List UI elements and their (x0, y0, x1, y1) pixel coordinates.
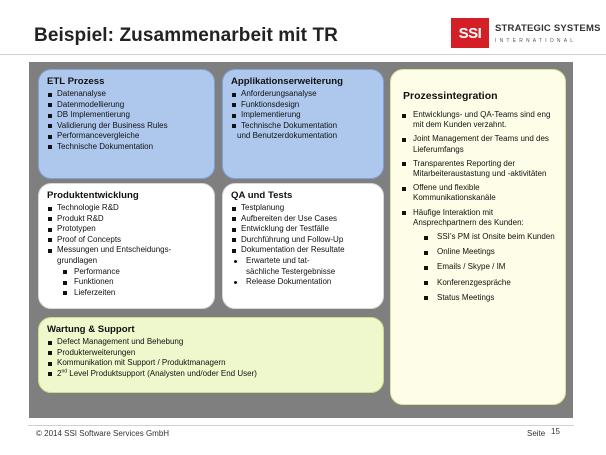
pi-list (399, 110, 557, 303)
list-item: Häufige Interaktion mit Ansprechpartnern des Kunden: (399, 208, 557, 228)
footer-divider (28, 425, 574, 426)
list-item: Produkt R&D (47, 214, 206, 225)
box-produktentwicklung (38, 183, 215, 309)
wartung-list (47, 337, 375, 379)
list-subitem: Erwartete und tat- (231, 256, 375, 267)
box-title: Wartung & Support (47, 324, 135, 335)
list-item: Entwicklungs- und QA-Teams sind eng mit dem Kunden verzahnt. (399, 110, 557, 130)
list-item: Messungen und Entscheidungs- (47, 245, 206, 256)
box-title: Produktentwicklung (47, 190, 139, 201)
list-item: Datenanalyse (47, 89, 206, 100)
page-number: 15 (551, 427, 560, 436)
list-item: Dokumentation der Resultate (231, 245, 375, 256)
list-item: Durchführung und Follow-Up (231, 235, 375, 246)
list-subitem: Status Meetings (399, 293, 557, 303)
company-logo (451, 16, 601, 50)
box-applikationserweiterung (222, 69, 384, 179)
list-item: DB Implementierung (47, 110, 206, 121)
list-item: Datenmodellierung (47, 100, 206, 111)
box-title: QA und Tests (231, 190, 293, 201)
list-subitem: Online Meetings (399, 247, 557, 257)
logo-main-text: STRATEGIC SYSTEMS (495, 23, 601, 34)
list-item (47, 369, 375, 380)
list-item: Transparentes Reporting der Mitarbeiteraustastung und -aktivitäten (399, 159, 557, 179)
logo-sub-text: INTERNATIONAL (495, 38, 577, 44)
list-item: Joint Management der Teams und des Lieferumfangs (399, 134, 557, 154)
list-item-continuation: grundlagen (57, 255, 98, 265)
box-title: ETL Prozess (47, 76, 105, 87)
slide-title: Beispiel: Zusammenarbeit mit TR (34, 25, 339, 46)
content-panel (29, 62, 573, 418)
logo-mark: SSI (451, 18, 489, 48)
list-item: Offene und flexible Kommunikationskanäle (399, 183, 557, 203)
box-title: Applikationserweiterung (231, 76, 343, 87)
list-subitem: Emails / Skype / IM (399, 262, 557, 272)
list-item: Defect Management und Behebung (47, 337, 375, 348)
box-prozessintegration (390, 69, 566, 405)
footer-copyright: © 2014 SSI Software Services GmbH (36, 429, 170, 438)
list-item: Aufbereiten der Use Cases (231, 214, 375, 225)
list-subitem: Performance (47, 267, 206, 278)
list-item: Technologie R&D (47, 203, 206, 214)
list-item: Entwicklung der Testfälle (231, 224, 375, 235)
list-item: Technische Dokumentation (47, 142, 206, 153)
list-item: Produkterweiterungen (47, 348, 375, 359)
list-item-text: Level Produktsupport (Analysten und/oder End User) (67, 368, 257, 378)
footer-page-label: Seite (527, 429, 546, 438)
ordinal-suffix: nd (61, 368, 68, 375)
etl-list (47, 89, 206, 153)
qa-list (231, 203, 375, 288)
list-subitem: Konferenzgespräche (399, 278, 557, 288)
list-item: Anforderungsanalyse (231, 89, 375, 100)
box-etl-prozess (38, 69, 215, 179)
list-item-continuation: und Benutzerdokumentation (237, 131, 338, 141)
list-item: Technische Dokumentation (231, 121, 375, 132)
list-subitem: SSI’s PM ist Onsite beim Kunden (399, 232, 557, 242)
ordinal-number: 2 (57, 368, 62, 378)
list-item: Proof of Concepts (47, 235, 206, 246)
list-item: Testplanung (231, 203, 375, 214)
list-subitem-continuation: sächliche Testergebnisse (246, 266, 336, 276)
list-item: Performancevergleiche (47, 131, 206, 142)
box-qa-und-tests (222, 183, 384, 309)
list-subitem: Funktionen (47, 277, 206, 288)
box-wartung-support (38, 317, 384, 393)
box-title: Prozessintegration (403, 90, 498, 102)
list-item: Prototypen (47, 224, 206, 235)
list-subitem: Release Dokumentation (231, 277, 375, 288)
title-divider (0, 54, 606, 55)
prod-list (47, 203, 206, 298)
list-item: Validierung der Business Rules (47, 121, 206, 132)
list-item: Funktionsdesign (231, 100, 375, 111)
app-list (231, 89, 375, 142)
list-subitem: Lieferzeiten (47, 288, 206, 299)
list-item: Implementierung (231, 110, 375, 121)
list-item: Kommunikation mit Support / Produktmanagern (47, 358, 375, 369)
